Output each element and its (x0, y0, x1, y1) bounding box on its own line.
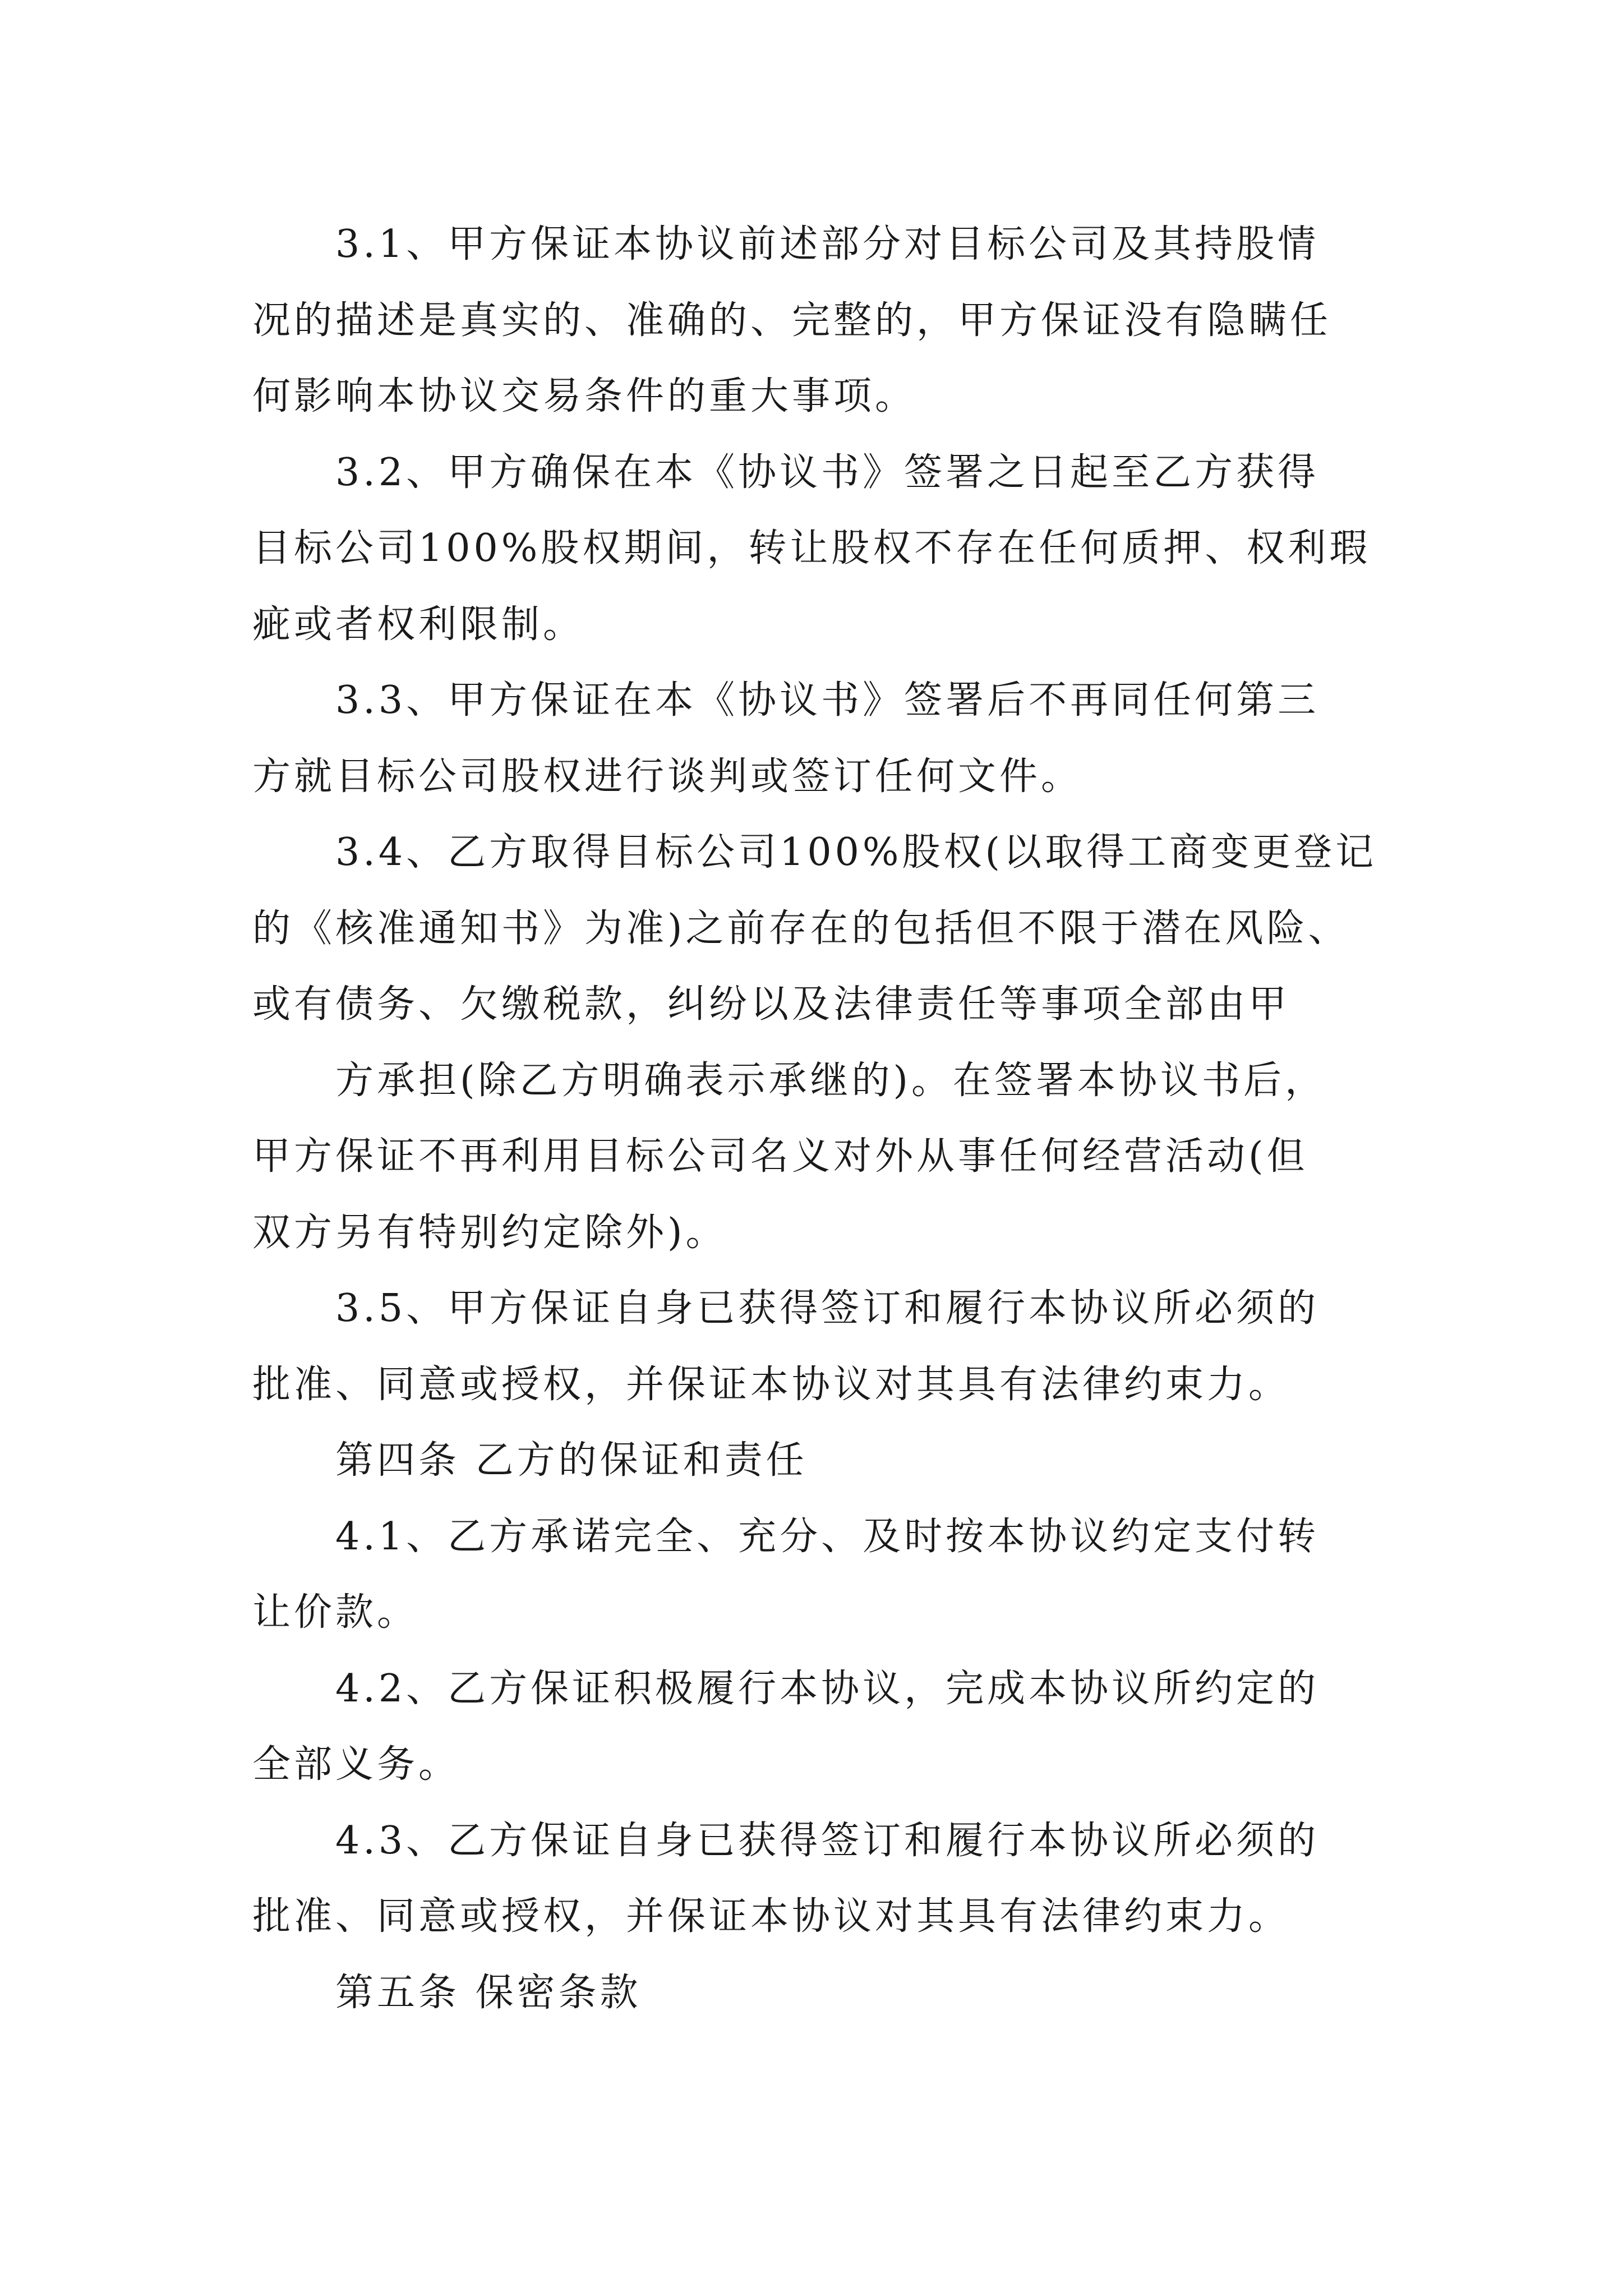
text-line: 3.1、甲方保证本协议前述部分对目标公司及其持股情 (335, 222, 1320, 266)
text-line: 3.4、乙方取得目标公司100%股权(以取得工商变更登记 (335, 830, 1377, 875)
text-line: 批准、同意或授权，并保证本协议对其具有法律约束力。 (252, 1894, 1290, 1939)
text-line: 目标公司100%股权期间，转让股权不存在任何质押、权利瑕 (252, 526, 1371, 570)
text-line: 让价款。 (252, 1590, 419, 1635)
text-line: 甲方保证不再利用目标公司名义对外从事任何经营活动(但 (252, 1134, 1308, 1179)
text-line: 4.2、乙方保证积极履行本协议，完成本协议所约定的 (335, 1667, 1320, 1711)
text-line: 4.1、乙方承诺完全、充分、及时按本协议约定支付转 (335, 1515, 1320, 1559)
text-line: 全部义务。 (252, 1742, 460, 1787)
text-line: 双方另有特别约定除外)。 (252, 1211, 727, 1255)
text-line: 疵或者权利限制。 (252, 602, 585, 647)
section-heading: 第五条 保密条款 (335, 1971, 642, 2015)
section-heading: 第四条 乙方的保证和责任 (335, 1438, 808, 1483)
text-line: 方就目标公司股权进行谈判或签订任何文件。 (252, 754, 1083, 799)
text-line: 4.3、乙方保证自身已获得签订和履行本协议所必须的 (335, 1819, 1320, 1863)
text-line: 方承担(除乙方明确表示承继的)。在签署本协议书后， (335, 1059, 1327, 1103)
text-line: 或有债务、欠缴税款，纠纷以及法律责任等事项全部由甲 (252, 982, 1290, 1027)
text-line: 况的描述是真实的、准确的、完整的，甲方保证没有隐瞒任 (252, 298, 1332, 343)
text-line: 批准、同意或授权，并保证本协议对其具有法律约束力。 (252, 1363, 1290, 1407)
text-line: 3.5、甲方保证自身已获得签订和履行本协议所必须的 (335, 1286, 1320, 1331)
text-line: 何影响本协议交易条件的重大事项。 (252, 374, 917, 418)
text-line: 3.3、甲方保证在本《协议书》签署后不再同任何第三 (335, 678, 1320, 723)
text-line: 3.2、甲方确保在本《协议书》签署之日起至乙方获得 (335, 450, 1320, 495)
text-line: 的《核准通知书》为准)之前存在的包括但不限于潜在风险、 (252, 907, 1350, 951)
